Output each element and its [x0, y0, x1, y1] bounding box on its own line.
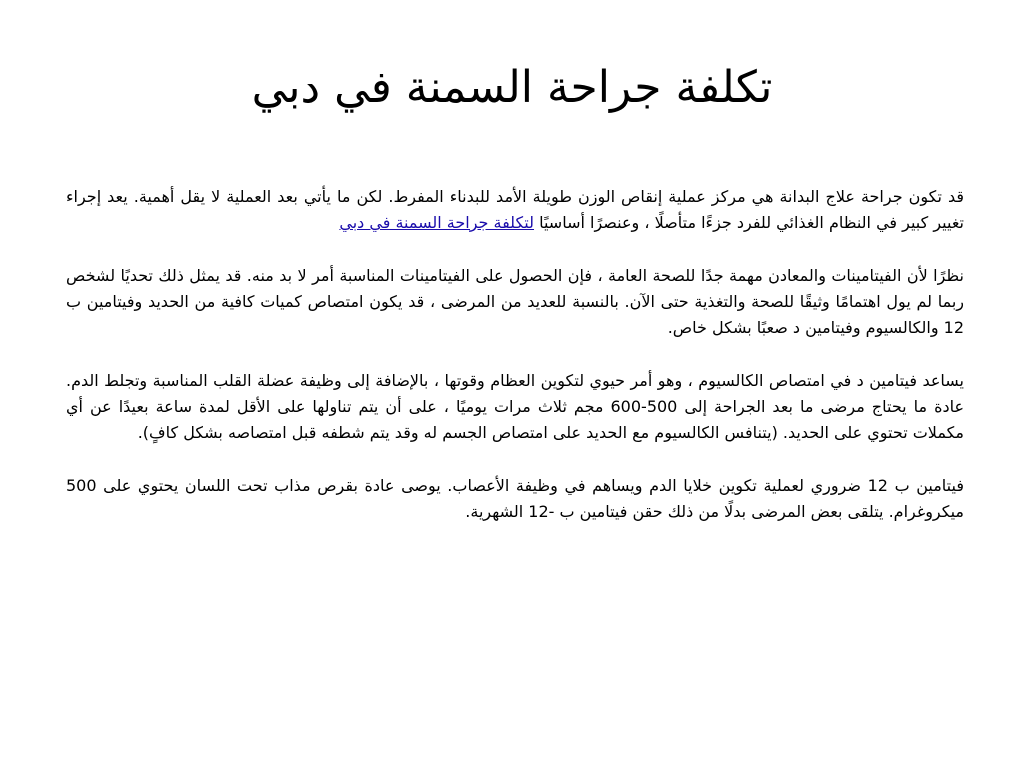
paragraph-intro-text: قد تكون جراحة علاج البدانة هي مركز عملية إنقاص الوزن طويلة الأمد للبدناء المفرط. لكن ما يأتي بعد العملية لا يقل أهمية. يعد إجراء تغيير كبير في النظام الغذائي للفرد جزءًا متأصلًا ، وعنصرًا أساسيًا — [66, 187, 964, 232]
bariatric-cost-link[interactable]: لتكلفة جراحة السمنة في دبي — [339, 213, 535, 232]
paragraph-intro — [66, 184, 964, 236]
paragraph-vitamins: نظرًا لأن الفيتامينات والمعادن مهمة جدًا للصحة العامة ، فإن الحصول على الفيتامينات المناسبة أمر لا بد منه. قد يمثل ذلك تحديًا لشخص ربما لم يول اهتمامًا وثيقًا للصحة والتغذية حتى الآن. بالنسبة للعديد من المرضى ، قد يكون امتصاص كميات كافية من الحديد وفيتامين ب 12 والكالسيوم وفيتامين د صعبًا بشكل خاص. — [66, 266, 964, 337]
slide-title: تكلفة جراحة السمنة في دبي — [251, 62, 773, 113]
paragraph-vitamin-b12: فيتامين ب 12 ضروري لعملية تكوين خلايا الدم ويساهم في وظيفة الأعصاب. يوصى عادة بقرص مذاب تحت اللسان يحتوي على 500 ميكروغرام. يتلقى بعض المرضى بدلًا من ذلك حقن فيتامين ب -12 الشهرية. — [66, 476, 964, 521]
slide-body — [66, 184, 964, 552]
paragraph-vitamin-d: يساعد فيتامين د في امتصاص الكالسيوم ، وهو أمر حيوي لتكوين العظام وقوتها ، بالإضافة إلى وظيفة عضلة القلب المناسبة وتجلط الدم. عادة ما يحتاج مرضى ما بعد الجراحة إلى 500-600 مجم ثلاث مرات يوميًا ، على أن يتم تناولها على الأقل لمدة ساعة بعيدًا عن أي مكملات تحتوي على الحديد. (يتنافس الكالسيوم مع الحديد على امتصاص الجسم له وقد يتم شطفه قبل امتصاصه بشكل كافٍ). — [66, 371, 964, 442]
